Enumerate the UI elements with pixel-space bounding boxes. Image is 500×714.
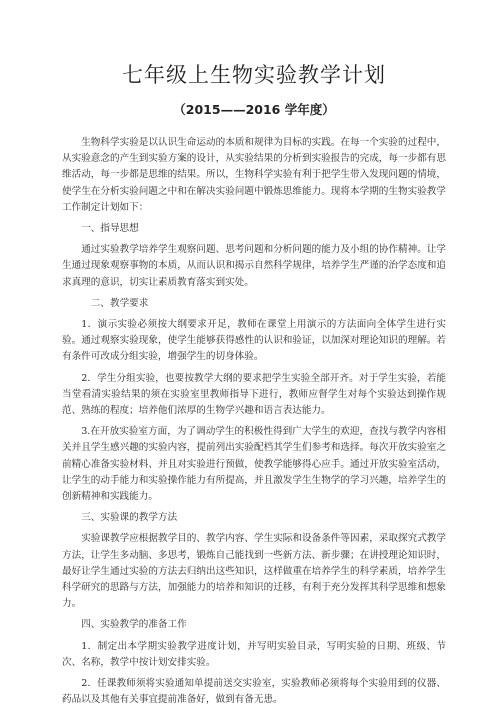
section-heading-teaching-requirements: 二、教学要求 [90, 297, 149, 309]
section-heading-guiding-principle: 一、指导思想 [81, 223, 139, 235]
section-heading-teaching-methods: 三、实验课的教学方法 [81, 512, 178, 524]
document-body [62, 135, 446, 714]
document-title: 七年级上生物实验教学计划 [122, 63, 386, 87]
section-paragraph: 2．任课教师须将实验通知单提前送交实验室，实验教师必须将每个实验用到的仪器、药品以及其他有关事宜提前准备好，做到有备无患。 [62, 678, 446, 706]
section-paragraph: 2．学生分组实验，也要按教学大纲的要求把学生实验全部开齐。对于学生实验，若能当堂看清实验结果的须在实验室里教师指导下进行，教师应督学生对每个实验达到操作规范、熟练的程度；培养他们浓厚的生物学兴趣和语言表达能力。 [62, 372, 446, 417]
intro-paragraph: 生物科学实验是以认识生命运动的本质和规律为目标的实践。在每一个实验的过程中，从实验意念的产生到实验方案的设计，从实验结果的分析到实验报告的完成，每一步都有思维活动，每一步都是思维的结果。所以，生物科学实验有利于把学生带入发现问题的情境，使学生在分析实验问题之中和在解决实验问题中锻炼思维能力。现将本学期的生物实验教学工作制定计划如下： [62, 137, 446, 213]
section-paragraph: 3.在开放实验室方面，为了调动学生的积极性得到广大学生的欢迎，查找与教学内容相关并且学生感兴趣的实验内容，提前列出实验配档其学生们参考和选择。每次开放实验室之前精心准备实验材料、并且对实验进行预做，使教学能够得心应手。通过开放实验室活动，让学生的动手能力和实验操作能力有所提高，并且激发学生生物学的学习兴趣，培养学生的创新精神和实践能力。 [62, 426, 446, 503]
section-paragraph: 1．制定出本学期实验教学进度计划，并写明实验目录，写明实验的日期、班级、节次、名称，教学中按计划安排实验。 [62, 640, 446, 668]
section-heading-preparation: 四、实验教学的准备工作 [81, 619, 187, 631]
document-subtitle: （2015——2016 学年度） [173, 102, 335, 117]
section-paragraph: 实验课教学应根据教学目的、教学内容、学生实际和设备条件等因素，采取探究式教学方法，让学生多动脑、多思考，锻炼自己能找到一些新方法、新步骤；在讲授理论知识时，最好让学生通过实验的方法去归纳出这些知识，这样做重在培养学生的科学素质，培养学生科学研究的思路与方法，加强能力的培养和知识的迁移，有利于充分发挥其科学思维和想象力。 [62, 533, 446, 610]
section-paragraph: 1．演示实验必须按大纲要求开足，教师在课堂上用演示的方法面向全体学生进行实验。通过观察实验现象，使学生能够获得感性的认识和验证，以加深对理论知识的理解。若有条件可改成分组实验，增强学生的切身体验。 [62, 319, 446, 363]
section-paragraph: 通过实验教学培养学生观察问题、思考问题和分析问题的能力及小组的协作精神。让学生通过现象观察事物的本质，从而认识和揭示自然科学规律，培养学生严谨的治学态度和追求真理的意识，切实让素质教育落实到实处。 [62, 244, 446, 288]
